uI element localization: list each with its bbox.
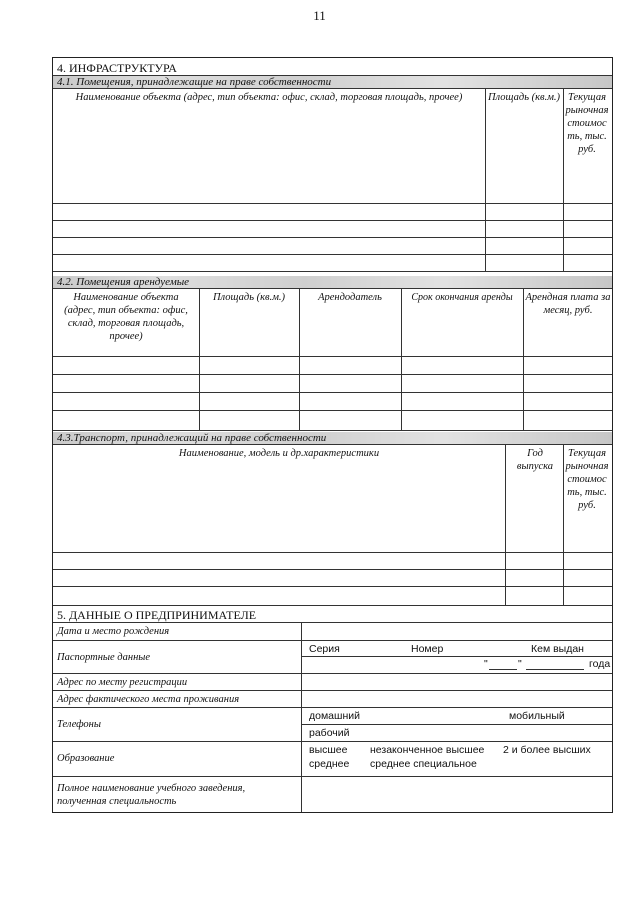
phone-home-label: домашний (309, 710, 360, 722)
table-row (53, 254, 612, 255)
divider (53, 88, 612, 89)
col-market-value: Текущая рыночная стоимость, тыс. руб. (565, 448, 609, 511)
divider (53, 444, 612, 445)
education-label: Образование (57, 753, 115, 764)
divider (53, 741, 612, 742)
phone-mobile-label: мобильный (509, 710, 565, 722)
actual-address-label: Адрес фактического места проживания (57, 694, 240, 705)
table-row (53, 237, 612, 238)
passport-issued-label: Кем выдан (531, 643, 584, 655)
year-label: года (589, 658, 611, 670)
table-row (53, 410, 612, 411)
section-5-title: 5. ДАННЫЕ О ПРЕДПРИНИМАТЕЛЕ (57, 608, 257, 622)
table-row (53, 569, 612, 570)
col-divider (301, 622, 302, 812)
form-frame (52, 57, 613, 813)
subsection-4-2-heading (53, 276, 612, 288)
divider (53, 640, 612, 641)
edu-secondary-option[interactable]: среднее (309, 758, 350, 770)
passport-number-label: Номер (411, 643, 444, 655)
col-area: Площадь (кв.м.) (487, 92, 561, 103)
divider (53, 605, 612, 606)
passport-series-label: Серия (309, 643, 340, 655)
table-row (53, 374, 612, 375)
col-year: Год выпуска (516, 448, 554, 472)
col-vehicle-name: Наименование, модель и др.характеристики (178, 448, 380, 459)
passport-day-field[interactable] (489, 659, 517, 670)
col-landlord: Арендодатель (318, 292, 382, 303)
col-rent: Арендная плата за месяц, руб. (525, 292, 611, 316)
edu-two-plus-option[interactable]: 2 и более высших (503, 744, 591, 756)
subsection-4-2-title: 4.2. Помещения арендуемые (57, 276, 190, 288)
reg-address-field[interactable] (303, 674, 611, 690)
passport-label: Паспортные данные (57, 652, 151, 663)
col-area: Площадь (кв.м.) (212, 292, 286, 303)
section-4-title: 4. ИНФРАСТРУКТУРА (57, 61, 177, 75)
col-object-name: Наименование объекта (адрес, тип объекта: офис, склад, торговая площадь, прочее) (64, 292, 188, 342)
edu-higher-option[interactable]: высшее (309, 744, 348, 756)
table-row (53, 392, 612, 393)
subsection-4-3-heading (53, 432, 612, 444)
table-row (53, 586, 612, 587)
subsection-4-3-title: 4.3.Транспорт, принадлежащий на праве собственности (57, 432, 327, 444)
birth-field[interactable] (303, 623, 611, 640)
divider (301, 656, 612, 657)
divider (301, 724, 612, 725)
divider (53, 288, 612, 289)
phones-label: Телефоны (57, 719, 101, 730)
subsection-4-1-title: 4.1. Помещения, принадлежащие на праве собственности (57, 76, 332, 88)
table-row (53, 356, 612, 357)
phone-work-label: рабочий (309, 727, 350, 739)
table-row (53, 220, 612, 221)
birth-label: Дата и место рождения (57, 626, 170, 637)
passport-month-field[interactable] (526, 659, 584, 670)
col-divider (523, 288, 524, 430)
page-number: 11 (313, 8, 326, 23)
col-lease-end: Срок окончания аренды (411, 292, 513, 303)
table-row (53, 203, 612, 204)
col-divider (299, 288, 300, 430)
edu-incomplete-option[interactable]: незаконченное высшее (370, 744, 485, 756)
date-quote-open: " (484, 658, 488, 670)
actual-address-field[interactable] (303, 691, 611, 707)
col-divider (199, 288, 200, 430)
subsection-4-1-heading (53, 76, 612, 88)
edu-special-option[interactable]: среднее специальное (370, 758, 477, 770)
divider (53, 271, 612, 272)
table-row (53, 552, 612, 553)
institution-label: Полное наименование учебного заведения, полученная специальность (57, 783, 246, 807)
col-divider (485, 88, 486, 271)
reg-address-label: Адрес по месту регистрации (57, 677, 188, 688)
date-quote-close: " (518, 658, 522, 670)
col-divider (401, 288, 402, 430)
divider (53, 707, 612, 708)
col-market-value: Текущая рыночная стоимость, тыс. руб. (565, 92, 609, 155)
col-object-name: Наименование объекта (адрес, тип объекта: офис, склад, торговая площадь, прочее) (75, 92, 463, 103)
col-divider (563, 444, 564, 605)
divider (53, 430, 612, 431)
col-divider (505, 444, 506, 605)
institution-field[interactable] (303, 777, 611, 812)
col-divider (563, 88, 564, 271)
